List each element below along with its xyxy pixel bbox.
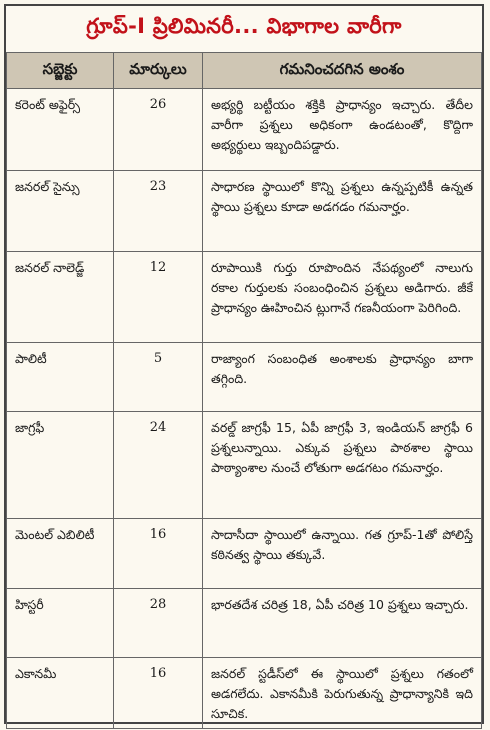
subject-cell: హిస్టరీ	[7, 589, 114, 658]
table-row	[7, 171, 482, 252]
marks-cell: 16	[114, 658, 203, 729]
subject-cell: జనరల్ నాలెడ్జ్	[7, 252, 114, 343]
observation-cell: రూపాయికి గుర్తు రూపొందిన నేపథ్యంలో నాలుగు రకాల గుర్తులకు సంబంధించిన ప్రశ్నలు అడిగారు. జీకే ప్రాధాన్యం ఊహించిన ట్లుగానే గణనీయంగా పెరిగింది.	[203, 252, 482, 343]
header-subject: సబ్జెక్టు	[7, 53, 114, 89]
marks-cell: 23	[114, 171, 203, 252]
observation-cell: రాజ్యాంగ సంబంధిత అంశాలకు ప్రాధాన్యం బాగా తగ్గింది.	[203, 343, 482, 412]
observation-cell: వరల్డ్ జాగ్రఫీ 15, ఏపీ జాగ్రఫీ 3, ఇండియన్ జాగ్రఫీ 6 ప్రశ్నలున్నాయి. ఎక్కువ ప్రశ్నలు పాఠశాల స్థాయి పాఠ్యాంశాల నుంచే లోతుగా అడగటం గమనార్హం.	[203, 412, 482, 519]
observation-cell: సాధారణ స్థాయిలో కొన్ని ప్రశ్నలు ఉన్నప్పటికీ ఉన్నత స్థాయి ప్రశ్నలు కూడా అడగడం గమనార్హం.	[203, 171, 482, 252]
table-row	[7, 343, 482, 412]
subject-marks-table	[6, 52, 482, 729]
header-marks: మార్కులు	[114, 53, 203, 89]
marks-cell: 16	[114, 519, 203, 589]
marks-cell: 24	[114, 412, 203, 519]
subject-cell: జనరల్ సైన్సు	[7, 171, 114, 252]
subject-cell: మెంటల్ ఎబిలిటీ	[7, 519, 114, 589]
observation-cell: సాదాసీదా స్థాయిలో ఉన్నాయి. గత గ్రూప్-1తో పోలిస్తే కఠినత్వ స్థాయి తక్కువే.	[203, 519, 482, 589]
marks-cell: 28	[114, 589, 203, 658]
subject-cell: కరెంట్ అఫైర్స్	[7, 89, 114, 171]
info-table-card	[4, 4, 484, 724]
table-row	[7, 519, 482, 589]
marks-cell: 5	[114, 343, 203, 412]
table-row	[7, 412, 482, 519]
page-title: గ్రూప్-I ప్రిలిమినరీ... విభాగాల వారీగా	[86, 14, 402, 38]
subject-cell: జాగ్రఫీ	[7, 412, 114, 519]
table-row	[7, 252, 482, 343]
header-observation: గమనించదగిన అంశం	[203, 53, 482, 89]
table-header-row	[7, 53, 482, 89]
subject-cell: పాలిటీ	[7, 343, 114, 412]
marks-cell: 12	[114, 252, 203, 343]
subject-cell: ఎకానమీ	[7, 658, 114, 729]
observation-cell: అభ్యర్థి బట్టీయం శక్తికి ప్రాధాన్యం ఇచ్చారు. తేదీల వారీగా ప్రశ్నలు అధికంగా ఉండటంతో, కొద్దిగా అభ్యర్థులు ఇబ్బందిపడ్డారు.	[203, 89, 482, 171]
observation-cell: భారతదేశ చరిత్ర 18, ఏపీ చరిత్ర 10 ప్రశ్నలు ఇచ్చారు.	[203, 589, 482, 658]
table-row	[7, 589, 482, 658]
table-row	[7, 658, 482, 729]
marks-cell: 26	[114, 89, 203, 171]
observation-cell: జనరల్ స్టడీస్‌లో ఈ స్థాయిలో ప్రశ్నలు గతంలో అడగలేదు. ఎకానమీకి పెరుగుతున్న ప్రాధాన్యానికి ఇది సూచిక.	[203, 658, 482, 729]
table-row	[7, 89, 482, 171]
